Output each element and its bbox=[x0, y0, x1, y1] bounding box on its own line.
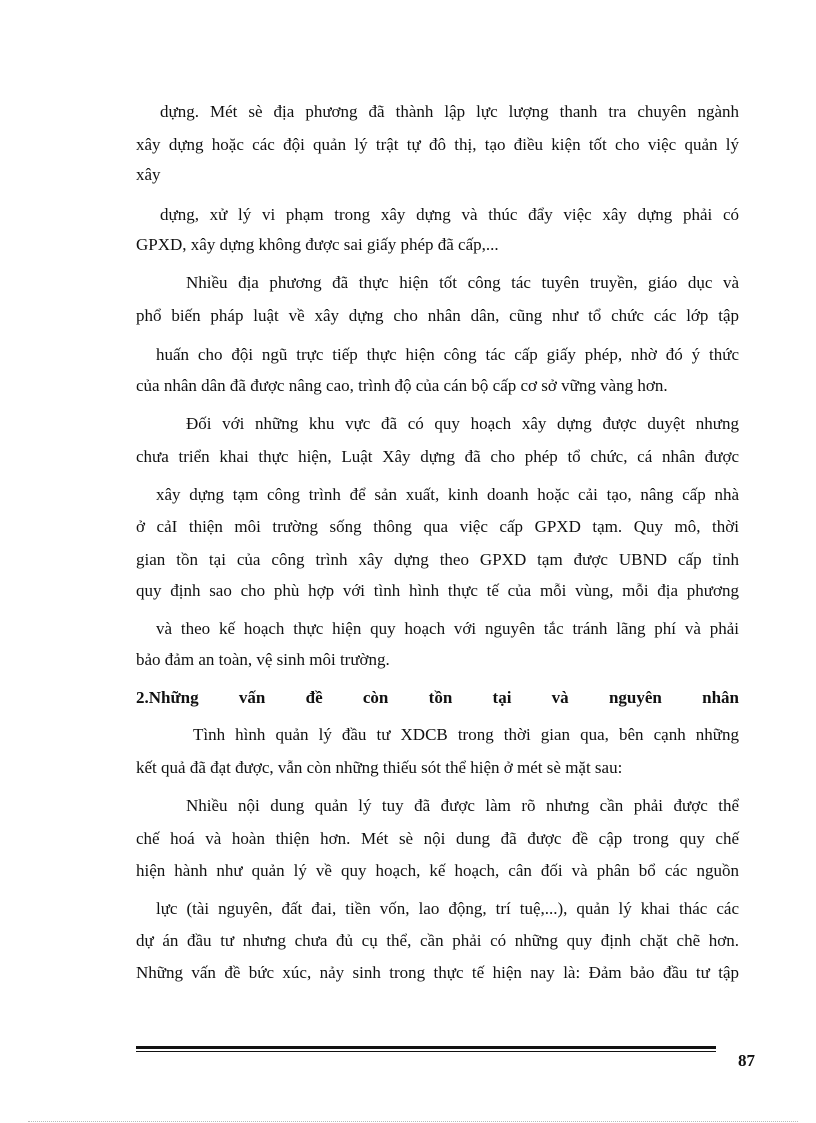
text-line: và theo kế hoạch thực hiện quy hoạch với nguyên tắc tránh lãng phí và phải bbox=[156, 619, 739, 638]
text-line: huấn cho đội ngũ trực tiếp thực hiện công tác cấp giấy phép, nhờ đó ý thức bbox=[156, 345, 739, 364]
text-line: dự án đầu tư nhưng chưa đủ cụ thể, cần phải có những quy định chặt chẽ hơn. bbox=[136, 931, 739, 950]
footer-rule-thin bbox=[136, 1051, 716, 1052]
text-line: gian tồn tại của công trình xây dựng theo GPXD tạm được UBND cấp tỉnh bbox=[136, 550, 739, 569]
text-line: Nhiều nội dung quản lý tuy đã được làm rõ nhưng cần phải được thể bbox=[186, 796, 739, 815]
text-line: phổ biến pháp luật về xây dựng cho nhân dân, cũng như tổ chức các lớp tập bbox=[136, 306, 739, 325]
text-line: kết quả đã đạt được, vẫn còn những thiếu sót thể hiện ở mét sè mặt sau: bbox=[136, 758, 623, 777]
text-line: dựng. Mét sè địa phương đã thành lập lực lượng thanh tra chuyên ngành bbox=[160, 102, 739, 121]
text-line: Đối với những khu vực đã có quy hoạch xây dựng được duyệt nhưng bbox=[186, 414, 739, 433]
page-number: 87 bbox=[738, 1051, 755, 1070]
text-line: dựng, xử lý vi phạm trong xây dựng và thúc đẩy việc xây dựng phải có bbox=[160, 205, 739, 224]
text-line: chế hoá và hoàn thiện hơn. Mét sè nội dung đã được đề cập trong quy chế bbox=[136, 829, 739, 848]
footer-rule bbox=[136, 1046, 716, 1049]
text-line: Tình hình quản lý đầu tư XDCB trong thời gian qua, bên cạnh những bbox=[193, 725, 739, 744]
text-line: quy định sao cho phù hợp với tình hình thực tế của mỗi vùng, mỗi địa phương bbox=[136, 581, 739, 600]
text-line: của nhân dân đã được nâng cao, trình độ của cán bộ cấp cơ sở vững vàng hơn. bbox=[136, 376, 668, 395]
section-heading: 2.Những vấn đề còn tồn tại và nguyên nhân bbox=[136, 688, 739, 707]
text-line: lực (tài nguyên, đất đai, tiền vốn, lao động, trí tuệ,...), quản lý khai thác các bbox=[156, 899, 739, 918]
text-line: xây dựng hoặc các đội quản lý trật tự đô thị, tạo điều kiện tốt cho việc quản lý bbox=[136, 135, 739, 154]
text-line: xây dựng tạm công trình để sản xuất, kinh doanh hoặc cải tạo, nâng cấp nhà bbox=[156, 485, 739, 504]
text-line: chưa triển khai thực hiện, Luật Xây dựng đã cho phép tổ chức, cá nhân được bbox=[136, 447, 739, 466]
text-line: hiện hành như quản lý về quy hoạch, kế hoạch, cân đối và phân bổ các nguồn bbox=[136, 861, 739, 880]
text-line: xây bbox=[136, 165, 161, 184]
page-bottom-border bbox=[28, 1121, 798, 1122]
text-line: bảo đảm an toàn, vệ sinh môi trường. bbox=[136, 650, 390, 669]
text-line: Những vấn đề bức xúc, nảy sinh trong thực tế hiện nay là: Đảm bảo đầu tư tập bbox=[136, 963, 739, 982]
text-line: ở cảI thiện môi trường sống thông qua việc cấp GPXD tạm. Quy mô, thời bbox=[136, 517, 739, 536]
text-line: GPXD, xây dựng không được sai giấy phép đã cấp,... bbox=[136, 235, 499, 254]
text-line: Nhiều địa phương đã thực hiện tốt công tác tuyên truyền, giáo dục và bbox=[186, 273, 739, 292]
